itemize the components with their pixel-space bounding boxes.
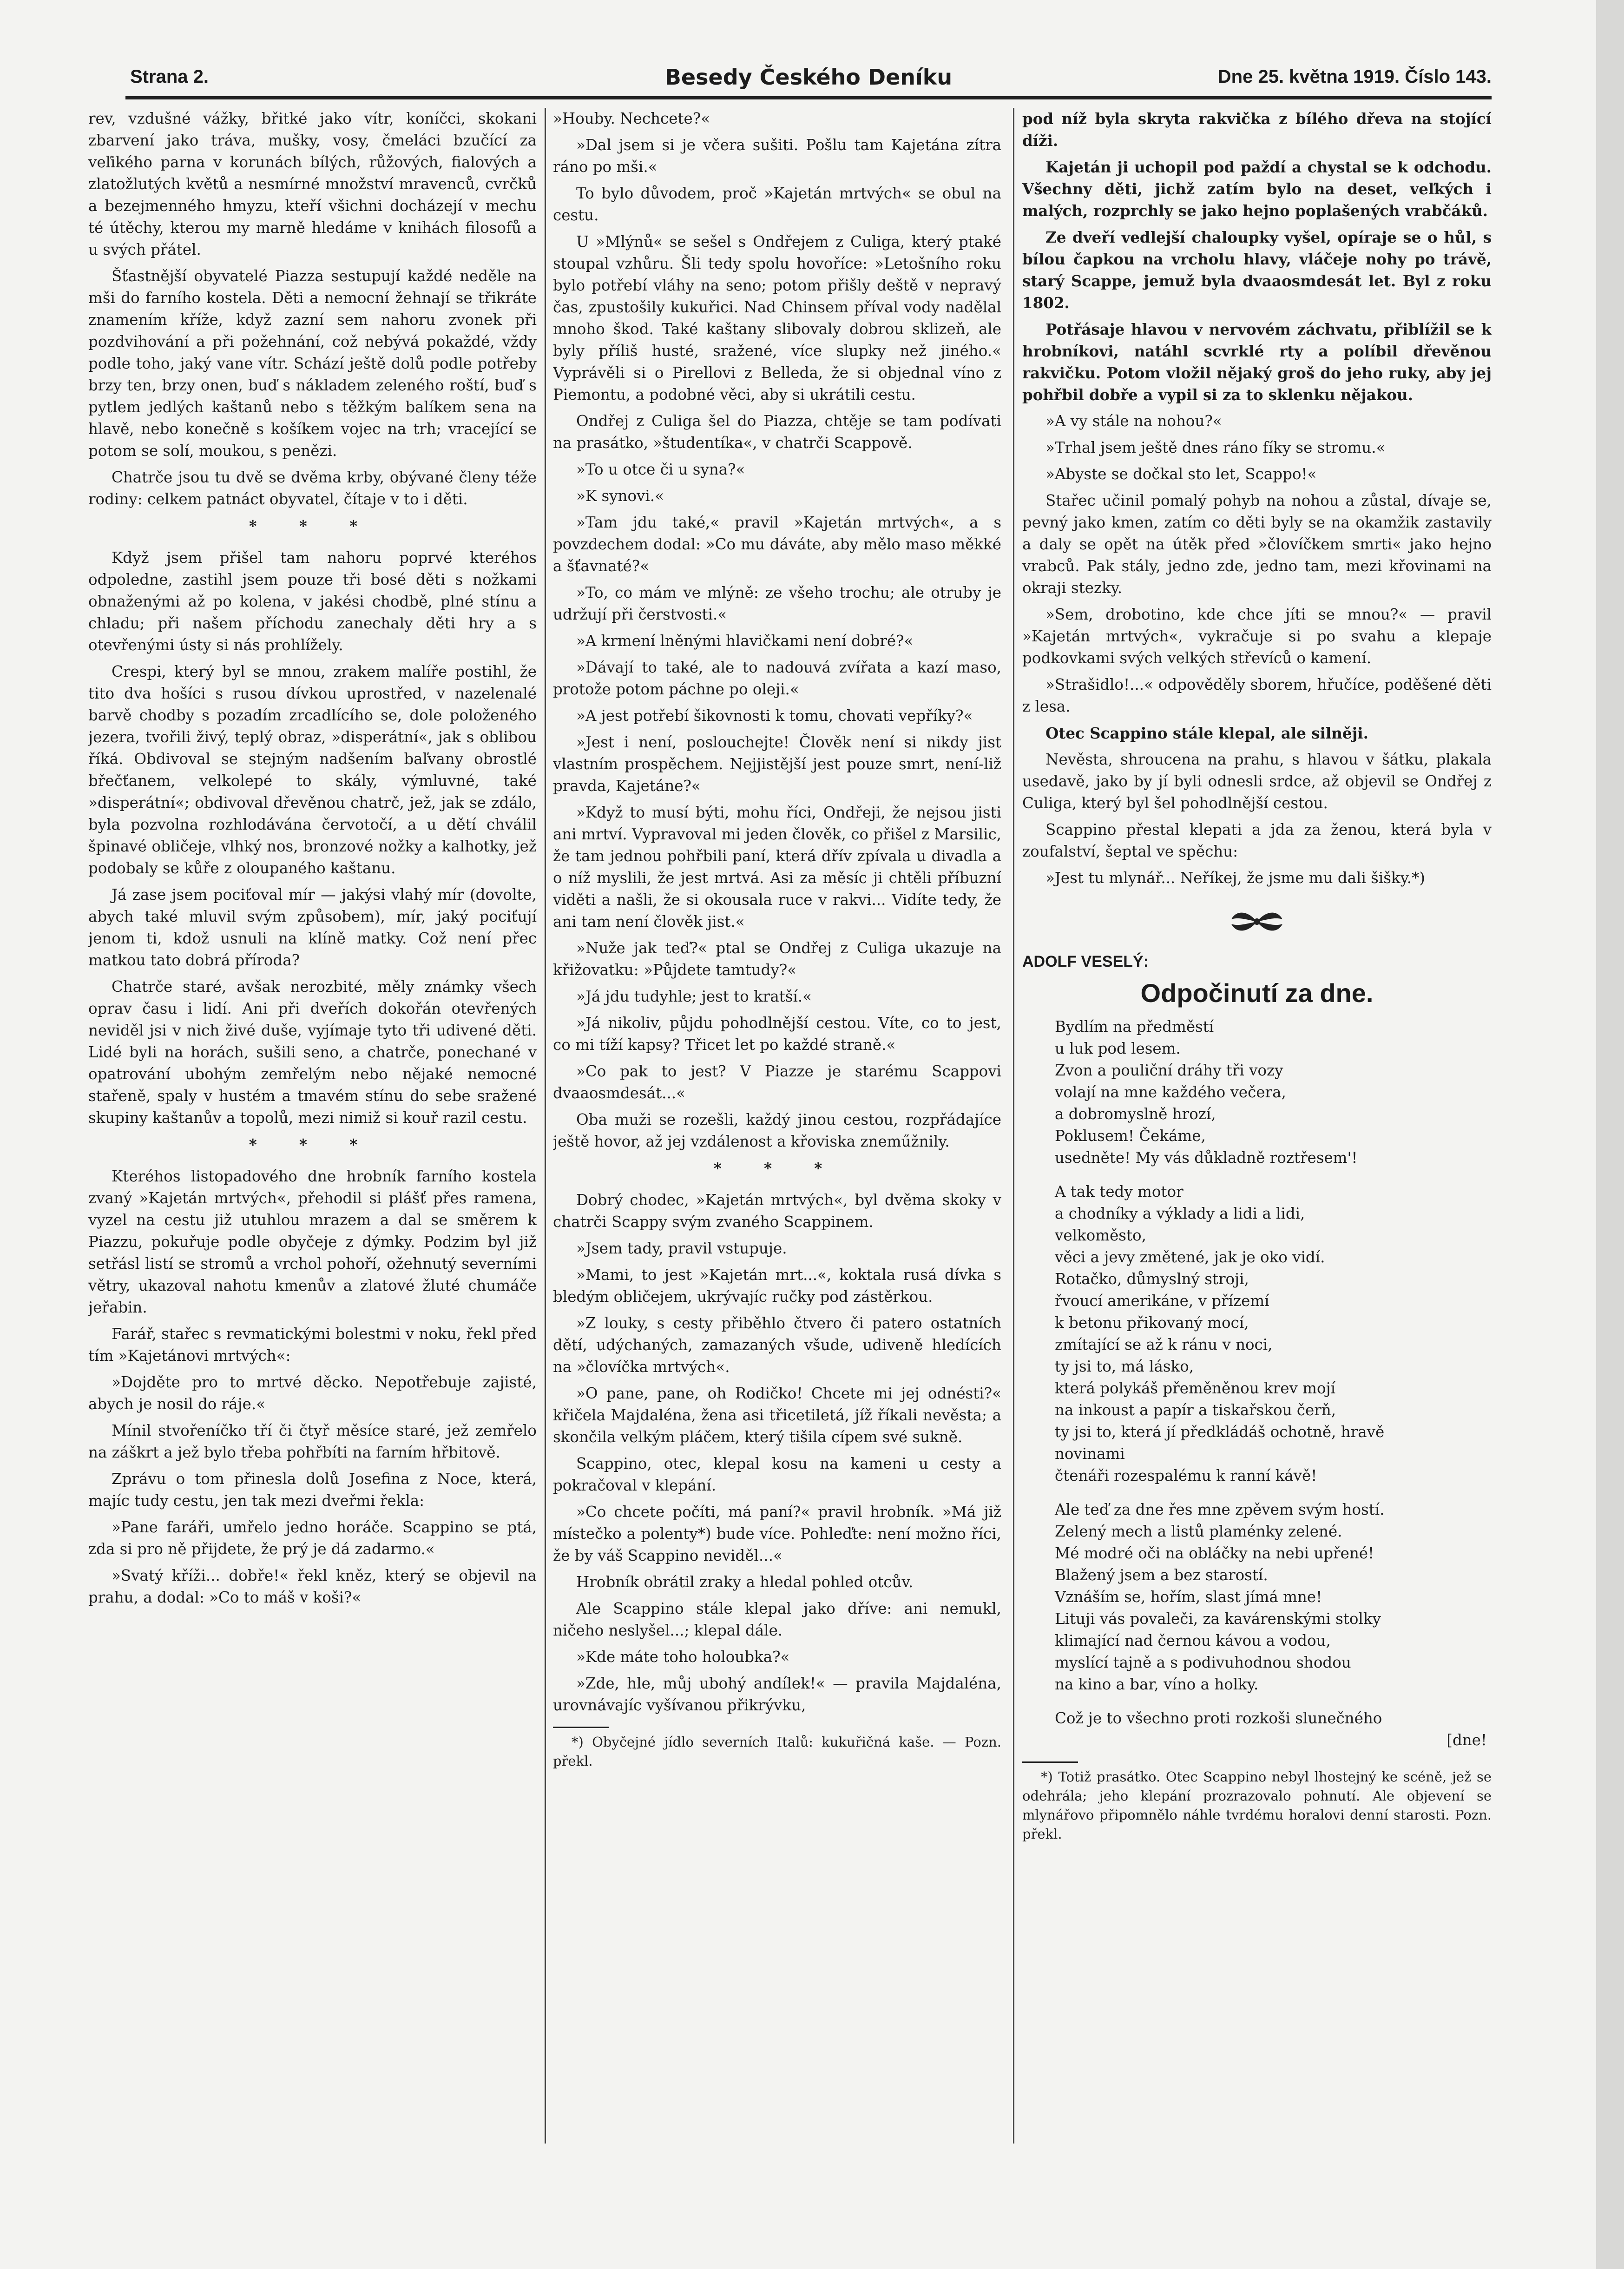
poem-line: usedněte! My vás důkladně roztřesem'! — [1055, 1149, 1358, 1167]
stanza-gap — [1022, 1169, 1492, 1181]
column-3 — [1022, 108, 1492, 2144]
paragraph: »Zde, hle, můj ubohý andílek!« — pravila Majdaléna, urovnávajíc vyšívanou přikrývku, — [553, 1675, 1001, 1714]
poem-line: na inkoust a papír a tiskařskou čerň, — [1055, 1401, 1336, 1419]
paragraph: Otec Scappino stále klepal, ale silněji. — [1045, 724, 1368, 742]
poem-line: věci a jevy změtené, jak je oko vidí. — [1055, 1248, 1325, 1266]
poem-title: Odpočinutí za dne. — [1140, 978, 1374, 1008]
paragraph: »Kde máte toho holoubka?« — [576, 1648, 790, 1666]
paragraph: »Co pak to jest? V Piazze je starému Scappovi dvaaosmdesát...« — [553, 1062, 1001, 1102]
poem-line: novinami — [1055, 1445, 1125, 1463]
footnote-rule — [553, 1727, 609, 1728]
section-divider: * * * — [249, 1135, 376, 1154]
paragraph: »Já jdu tudyhle; jest to kratší.« — [576, 988, 812, 1005]
stanza-gap — [1022, 1487, 1492, 1499]
column-2 — [553, 108, 1001, 2144]
paragraph: Hrobník obrátil zraky a hledal pohled otcův. — [576, 1573, 914, 1591]
footnote-rule — [1022, 1761, 1078, 1763]
paragraph: »Jsem tady, pravil vstupuje. — [576, 1240, 787, 1257]
page-edge — [1596, 0, 1624, 2269]
poem-line: Poklusem! Čekáme, — [1055, 1127, 1206, 1145]
paragraph: Šťastnější obyvatelé Piazza sestupují každé neděle na mši do farního kostela. Děti a nemocní žehnají se třikráte znamením kříže, když zazní sem nahoru zvonek při pozdvihování a při požehnání, což nebývá pokaždé, vždy podle toho, jaký vane vítr. Schází ještě dolů podle potřeby brzy ten, brzy onen, buď s nákladem zeleného roští, buď s pytlem jedlých kaštanů nebo s těžkým balíkem sena na hlavě, nebo konečně s košíkem vojec na trh; vracející se potom se solí, moukou, s penězi. — [88, 267, 537, 460]
paragraph: Chatrče staré, avšak nerozbité, měly známky všech oprav času i lidí. Ani při dveřích dokořán otevřených neviděl jsi v nich živé duše, vyjímaje tyto tři udivené děti. Lidé byli na horách, sušili seno, a chatrče, ponechané v opatrování ubohým zemřelým nebo nějaké nemocné stařeně, spaly v hustém a tmavém stínu do sebe sražené skupiny kaštanův a topolů, mezi nimiž si kouř razil cestu. — [88, 978, 537, 1127]
paragraph: »Houby. Nechcete?« — [553, 110, 710, 127]
paragraph: Potřásaje hlavou v nervovém záchvatu, přiblížil se k hrobníkovi, natáhl scvrklé rty a políbil dřevěnou rakvičku. Potom vložil nějaký groš do jeho ruky, aby jej pohřbil dobře a vypil si za to sklenku nějakou. — [1022, 320, 1492, 404]
paragraph: »Strašidlo!...« odpověděly sborem, hřučíce, poděšené děti z lesa. — [1022, 676, 1492, 715]
section-divider: * * * — [713, 1159, 841, 1177]
poem-line: která polykáš přeměněnou krev mojí — [1055, 1379, 1335, 1397]
poem-line: řvoucí amerikáne, v přízemí — [1055, 1292, 1269, 1310]
poem-line: myslící tajně a s podivuhodnou shodou — [1055, 1654, 1351, 1671]
poem-line: Lituji vás povaleči, za kavárenskými stolky — [1055, 1610, 1381, 1628]
paragraph: »Tam jdu také,« pravil »Kajetán mrtvých«, a s povzdechem dodal: »Co mu dáváte, aby mělo maso měkké a šťavnaté?« — [553, 514, 1001, 575]
column-1 — [88, 108, 537, 2144]
poem-line: a dobromyslně hrozí, — [1055, 1105, 1216, 1123]
stanza-gap — [1022, 1695, 1492, 1708]
paragraph: »Pane faráři, umřelo jedno horáče. Scappino se ptá, zda si pro ně přijdete, že prý je dá zadarmo.« — [88, 1518, 537, 1558]
paragraph: Kajetán ji uchopil pod paždí a chystal se k odchodu. Všechny děti, jichž zatím bylo na deset, veľkých i malých, rozprchly se jako hejno poplašených vrabčáků. — [1022, 158, 1492, 220]
section-divider: * * * — [249, 517, 376, 535]
poem-author: ADOLF VESELÝ: — [1022, 953, 1149, 970]
poem-line: Bydlím na předměstí — [1055, 1018, 1214, 1036]
paragraph: Scappino přestal klepati a jda za ženou, která byla v zoufalství, šeptal ve spěchu: — [1022, 821, 1492, 860]
issue-date: Dne 25. května 1919. Číslo 143. — [1217, 66, 1492, 87]
paragraph: Ze dveří vedlejší chaloupky vyšel, opíraje se o hůl, s bílou čapkou na vrcholu hlavy, vláčeje nohy po trávě, starý Scappe, jemuž byla dvaaosmdesát let. Byl z roku 1802. — [1022, 228, 1492, 312]
paragraph: Když jsem přišel tam nahoru poprvé kteréhos odpoledne, zastihl jsem pouze tři bosé děti s nožkami obnaženými až po kolena, v jakési chodbě, plné stínu a chladu; při našem příchodu zanechaly děti hry a s otevřenými ústy si nás prohlížely. — [88, 549, 537, 654]
poem-line: Zvon a pouliční dráhy tři vozy — [1055, 1062, 1283, 1079]
paragraph: »A jest potřebí šikovnosti k tomu, chovati vepříky?« — [576, 707, 973, 725]
poem-line: Rotačko, důmyslný stroji, — [1055, 1270, 1249, 1288]
column-rule — [1013, 108, 1014, 2144]
paragraph: »O pane, pane, oh Rodičko! Chcete mi jej odnésti?« křičela Majdaléna, žena asi třicetiletá, jíž říkali nevěsta; a skončila velkým pláčem, který tišila cípem své sukně. — [553, 1385, 1001, 1446]
paragraph: »K synovi.« — [576, 487, 664, 505]
paragraph: »Co chcete počíti, má paní?« pravil hrobník. »Má již místečko a polenty*) bude více. Pohleďte: není možno říci, že by váš Scappino neviděl...« — [553, 1503, 1001, 1564]
paragraph: »Když to musí býti, mohu říci, Ondřeji, že nejsou jisti ani mrtví. Vypravoval mi jeden člověk, co přišel z Marsilic, že tam jednou pohřbili paní, která dřív zpívala u divadla a o níž myslili, že jest mrtvá. Asi za měsíc ji chtěli příbuzní viděti a našli, že si okousala ruce v rakvi... Vidíte tedy, že ani tam není člověk jist.« — [553, 804, 1001, 930]
paragraph: Ondřej z Culiga šel do Piazza, chtěje se tam podívati na prasátko, »študentíka«, v chatrči Scappově. — [553, 412, 1001, 452]
newspaper-title: Besedy Českého Deníku — [664, 65, 953, 90]
paragraph: »To u otce či u syna?« — [576, 461, 745, 478]
paragraph: »Svatý kříži... dobře!« řekl kněz, který se objevil na prahu, a dodal: »Co to máš v koši?« — [88, 1567, 537, 1606]
paragraph: pod níž byla skryta rakvička z bílého dřeva na stojící díži. — [1022, 110, 1492, 150]
poem-line: Což je to všechno proti rozkoši slunečného — [1055, 1709, 1382, 1727]
footnote: *) Obyčejné jídlo severních Italů: kukuřičná kaše. — Pozn. překl. — [553, 1734, 1001, 1769]
paragraph: »To, co mám ve mlýně: ze všeho trochu; ale otruby je udržují při čerstvosti.« — [553, 584, 1001, 623]
paragraph: »Jest i není, poslouchejte! Člověk není si nikdy jist vlastním prospěchem. Nejjistější jest pouze smrt, není-liž pravda, Kajetáne?« — [553, 733, 1001, 795]
poem-line: Blažený jsem a bez starostí. — [1055, 1566, 1268, 1584]
paragraph: Scappino, otec, klepal kosu na kameni u cesty a pokračoval v klepání. — [553, 1455, 1001, 1494]
paragraph: Zprávu o tom přinesla dolů Josefina z Noce, která, majíc tudy cestu, jen tak mezi dveřmi řekla: — [88, 1470, 537, 1510]
paragraph: »Z louky, s cesty přiběhlo čtvero či patero ostatních dětí, udýchaných, zamazaných všude, udiveně hledících na »človíčka mrtvých«. — [553, 1314, 1001, 1376]
footnote: *) Totiž prasátko. Otec Scappino nebyl lhostejný ke scéně, jež se odehrála; jeho klepání prozrazovalo pohnutí. Ale objevení se mlynářovo připomnělo náhle tvrdému horalovi denní starosti. Pozn. překl. — [1022, 1769, 1492, 1842]
paragraph: Chatrče jsou tu dvě se dvěma krby, obývané členy téže rodiny: celkem patnáct obyvatel, čítaje v to i děti. — [88, 468, 537, 508]
poem-line: zmítající se až k ránu v noci, — [1055, 1336, 1273, 1353]
paragraph: »A vy stále na nohou?« — [1045, 412, 1222, 430]
paragraph: Kteréhos listopadového dne hrobník farního kostela zvaný »Kajetán mrtvých«, přehodil si plášť přes ramena, vyzel na cestu již utuhlou mrazem a dal se směrem k Piazzu, pokuřuje podle obyčeje z dýmky. Podzim byl již setřásl listí se stromů a vrchol pohoří, ožehnutý severními větry, ukazoval nahotu kmenův a zlatové žluté chumáče jeřabin. — [88, 1167, 537, 1316]
poem-line: Ale teď za dne řes mne zpěvem svým hostí. — [1055, 1501, 1385, 1518]
paragraph: »Jest tu mlynář... Neříkej, že jsme mu dali šišky.*) — [1045, 869, 1425, 887]
paragraph: Ale Scappino stále klepal jako dříve: ani nemukl, ničeho neslyšel...; klepal dále. — [553, 1600, 1001, 1639]
paragraph: »Mami, to jest »Kajetán mrt...«, koktala rusá dívka s bledým obličejem, ukrývajíc ručky pod zástěrkou. — [553, 1266, 1001, 1306]
paragraph: »A krmení lněnými hlavičkami není dobré?« — [576, 632, 914, 650]
paragraph: »Já nikoliv, půjdu pohodlnější cestou. Víte, co to jest, co mi tíží kapsy? Třicet let po každé straně.« — [553, 1014, 1001, 1054]
paragraph: Nevěsta, shroucena na prahu, s hlavou v šátku, plakala usedavě, jako by jí byli odnesli srdce, až objevil se Ondřej z Culiga, který byl šel pohodlnější cestou. — [1022, 751, 1492, 812]
paragraph: »Dal jsem si je včera sušiti. Pošlu tam Kajetána zítra ráno po mši.« — [553, 136, 1001, 176]
poem-line: velkoměsto, — [1055, 1227, 1146, 1244]
poem-line: ty jsi to, má lásko, — [1055, 1358, 1194, 1375]
paragraph: »Trhal jsem ještě dnes ráno fíky se stromu.« — [1045, 439, 1386, 456]
page-number: Strana 2. — [130, 66, 209, 87]
paragraph: Farář, stařec s revmatickými bolestmi v noku, řekl před tím »Kajetánovi mrtvých«: — [88, 1325, 537, 1365]
paragraph: rev, vzdušné vážky, břitké jako vítr, koníčci, skokani zbarvení jako tráva, mušky, vosy, čmeláci bzučící za veľikého parna v korunách bílých, růžových, fialových a zlatožlutých květů a nesmírné množství mravenců, cvrčků a bezejmenného hmyzu, kteří všichni docházejí v mechu té útěchy, kterou my marně hledáme v knihách filosofů a u svých přátel. — [88, 110, 537, 258]
paragraph: Oba muži se rozešli, každý jinou cestou, rozpřádajíce ještě hovor, až jej vzdálenost a křoviska zneműžnily. — [553, 1111, 1001, 1150]
paragraph: »Dojděte pro to mrtvé děcko. Nepotřebuje zajisté, abych je nosil do ráje.« — [88, 1373, 537, 1413]
paragraph: Mínil stvořeníčko tří či čtyř měsíce staré, jež zemřelo na záškrt a jež bylo třeba pohřbíti na farním hřbitově. — [88, 1422, 537, 1461]
poem-line: čtenáři rozespalému k ranní kávě! — [1055, 1467, 1317, 1484]
poem-line: k betonu přikovaný mocí, — [1055, 1314, 1249, 1332]
poem-line: volají na mne každého večera, — [1055, 1083, 1286, 1101]
paragraph: »Dávají to také, ale to nadouvá zvířata a kazí maso, protože potom páchne po oleji.« — [553, 659, 1001, 698]
paragraph: U »Mlýnů« se sešel s Ondřejem z Culiga, který ptaké stoupal vzhůru. Šli tedy spolu hovoříce: »Letošního roku bylo potřebí vláhy na seno; potom přišly deště v nepravý čas, zpustošily kukuřici. Nad Chinsem příval vody nadělal mnoho škod. Také kaštany slibovaly dobrou sklizeň, ale byly příliš husté, sražené, více slupky než jiného.« Vyprávěli si o Pirellovi z Belleda, že si objednal víno z Piemontu, a podobné věci, aby si ukrátili cestu. — [553, 233, 1001, 403]
paragraph: Já zase jsem pociťoval mír — jakýsi vlahý mír (dovolte, abych také mluvil svým způsobem), mír, jaký pociťují jenom ti, kdož usnuli na klíně matky. Což není přec matkou tato dobrá příroda? — [88, 886, 537, 969]
paragraph: To bylo důvodem, proč »Kajetán mrtvých« se obul na cestu. — [553, 185, 1001, 224]
poem-line: Vznáším se, hořím, slast jímá mne! — [1055, 1588, 1322, 1606]
paragraph: Crespi, který byl se mnou, zrakem malíře postihl, že tito dva hošíci s rusou dívkou uprostřed, v nazelenalé barvě chodby s pozadím zrcadlícího se, dole položeného jezera, tvořili živý, teplý obraz, »disperátní«, jak s oblibou říká. Obdivoval se stejným nadšením baľvany obrostlé břečťanem, velkolepé to skály, výmluvné, také »disperátní«; obdivoval dřevěnou chatrč, jež, jak se zdálo, byla pozvolna rozhlodávána červotočí, a u dětí chválil špinavé obličeje, vlhký nos, bronzové nožky a kalhotky, jež podobaly se kůře z oloupaného kaštanu. — [88, 663, 537, 877]
paragraph: »Nuže jak teď?« ptal se Ondřej z Culiga ukazuje na křižovatku: »Půjdete tamtudy?« — [553, 939, 1001, 979]
poem-line: Zelený mech a listů plaménky zelené. — [1055, 1523, 1342, 1540]
page-header — [125, 63, 1492, 99]
poem-line: [dne! — [1446, 1731, 1487, 1749]
floral-ornament-icon — [1227, 908, 1287, 936]
ornament — [1022, 908, 1492, 942]
poem — [1022, 1016, 1492, 1751]
poem-line: na kino a bar, víno a holky. — [1055, 1675, 1259, 1693]
poem-line: ty jsi to, která jí předkládáš ochotně, hravě — [1055, 1423, 1385, 1441]
paragraph: »Abyste se dočkal sto let, Scappo!« — [1045, 465, 1317, 483]
poem-line: u luk pod lesem. — [1055, 1040, 1181, 1057]
paragraph: Stařec učinil pomalý pohyb na nohou a zůstal, dívaje se, pevný jako kmen, zatím co děti byly se na okamžik zastavily a daly se opět na útěk před »človíčkem smrti« jako hejno vrabců. Pak stály, jedno zde, jedno tam, mezi křovinami na okraji stezky. — [1022, 492, 1492, 597]
poem-line: Mé modré oči na obláčky na nebi upřené! — [1055, 1544, 1374, 1562]
column-rule — [545, 108, 546, 2144]
poem-line: klimající nad černou kávou a vodou, — [1055, 1632, 1331, 1649]
poem-line: a chodníky a výklady a lidi a lidi, — [1055, 1205, 1305, 1222]
paragraph: »Sem, drobotino, kde chce jíti se mnou?« — pravil »Kajetán mrtvých«, vykračuje si po svahu a klepaje podkovkami svých velkých střevíců o kamení. — [1022, 606, 1492, 667]
poem-line: A tak tedy motor — [1055, 1183, 1183, 1200]
paragraph: Dobrý chodec, »Kajetán mrtvých«, byl dvěma skoky v chatrči Scappy svým zvaného Scappinem. — [553, 1191, 1001, 1231]
